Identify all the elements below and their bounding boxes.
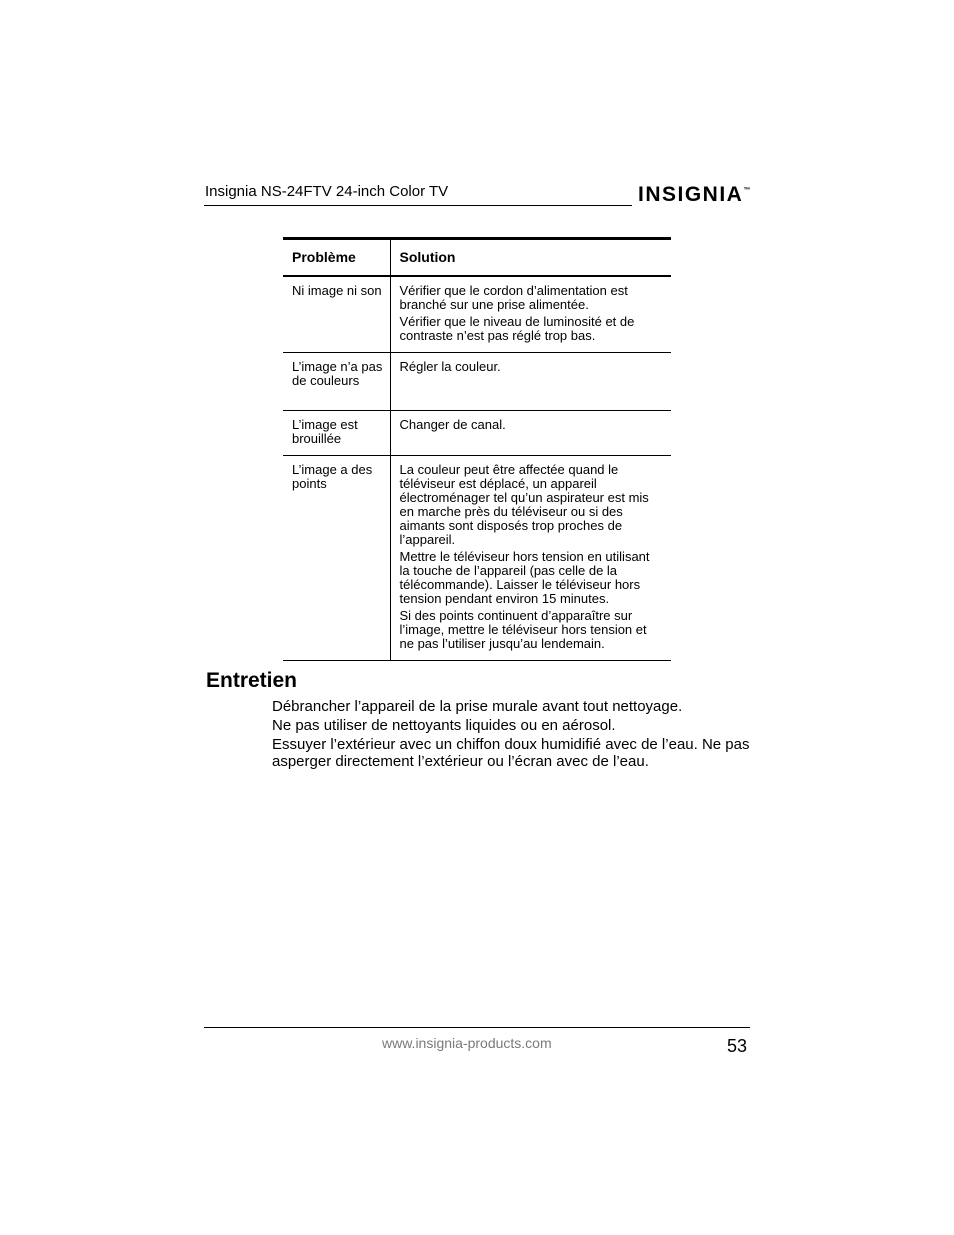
problem-cell: Ni image ni son [283, 276, 390, 353]
solution-text: Changer de canal. [399, 417, 506, 432]
problem-cell: L’image n’a pas de couleurs [283, 353, 390, 411]
insignia-logo [638, 180, 750, 210]
solution-cell [390, 276, 671, 353]
footer-rule [204, 1027, 750, 1028]
column-header-solution: Solution [390, 239, 671, 277]
section-title: Entretien [206, 669, 298, 692]
header-rule [204, 205, 632, 206]
solution-cell [390, 353, 671, 411]
solution-text: Si des points continuent d’apparaître sur l’image, mettre le téléviseur hors tension et ne pas l’utiliser jusqu’au lendemain. [399, 608, 647, 651]
problem-cell: L’image a des points [283, 456, 390, 661]
footer-url: www.insignia-products.com [382, 1035, 552, 1051]
solution-text: La couleur peut être affectée quand le téléviseur est déplacé, un appareil électroménager tel qu’un aspirateur est mis en marche près du téléviseur ou si des aimants sont disposés trop proches de l’appareil. [399, 462, 649, 547]
logo-text: INSIGNIA [638, 183, 744, 206]
section-paragraph: Ne pas utiliser de nettoyants liquides ou en aérosol. [272, 717, 616, 734]
table-row [283, 353, 671, 411]
table-row [283, 456, 671, 661]
solution-text: Vérifier que le cordon d’alimentation est branché sur une prise alimentée. [399, 283, 628, 312]
solution-cell [390, 411, 671, 456]
troubleshooting-table [283, 237, 671, 661]
section-paragraph: Débrancher l’appareil de la prise murale avant tout nettoyage. [272, 698, 683, 715]
section-body [272, 699, 752, 773]
solution-text: Régler la couleur. [399, 359, 501, 374]
trademark-mark: ™ [743, 187, 751, 194]
section-paragraph: Essuyer l’extérieur avec un chiffon doux humidifié avec de l’eau. Ne pas asperger directement l’extérieur ou l’écran avec de l’eau. [272, 736, 750, 770]
column-header-problem: Problème [283, 239, 390, 277]
table-row [283, 276, 671, 353]
header-title: Insignia NS-24FTV 24-inch Color TV [205, 183, 449, 200]
table-header-row [283, 239, 671, 277]
solution-text: Mettre le téléviseur hors tension en utilisant la touche de l’appareil (pas celle de la télécommande). Laisser le téléviseur hors tension pendant environ 15 minutes. [399, 549, 650, 606]
problem-cell: L’image est brouillée [283, 411, 390, 456]
solution-text: Vérifier que le niveau de luminosité et de contraste n’est pas réglé trop bas. [399, 314, 635, 343]
solution-cell [390, 456, 671, 661]
table-row [283, 411, 671, 456]
page-number: 53 [727, 1036, 748, 1056]
